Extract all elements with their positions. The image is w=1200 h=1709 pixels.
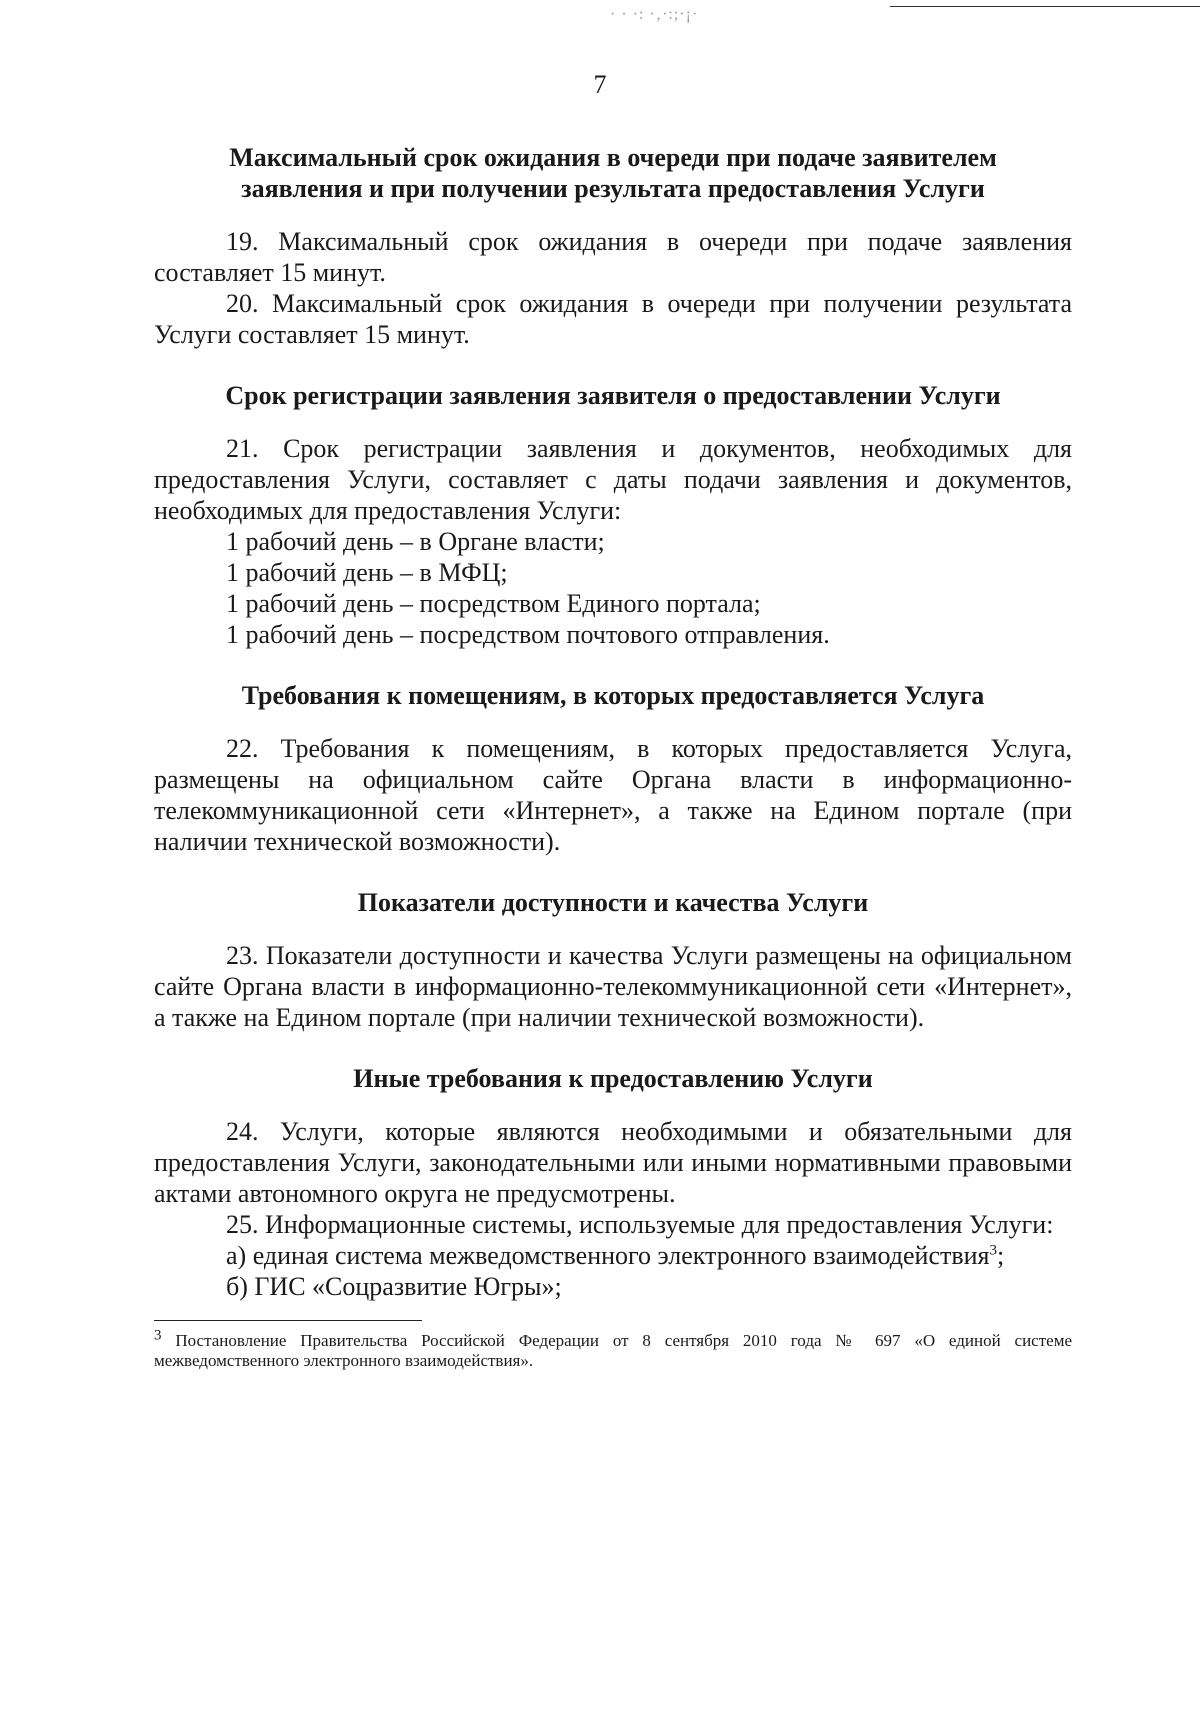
- paragraph-20: 20. Максимальный срок ожидания в очереди при получении результата Услуги составляет 15 минут.: [154, 289, 1072, 349]
- scan-artifact: · · ·: ·‚·:;·¡·: [610, 6, 699, 23]
- footnote-marker: 3: [154, 1327, 162, 1344]
- list-item: 1 рабочий день – в Органе власти;: [226, 527, 605, 556]
- paragraph-24: 24. Услуги, которые являются необходимыми и обязательными для предоставления Услуги, законодательными или иными нормативными правовыми актами автономного округа не предусмотрены.: [154, 1117, 1072, 1208]
- list-item: 1 рабочий день – посредством Единого портала;: [226, 589, 761, 618]
- footnote-ref: 3: [989, 1242, 997, 1259]
- section-heading-quality: Показатели доступности и качества Услуги: [357, 888, 869, 917]
- list-item-a: [154, 1240, 1072, 1271]
- section-heading-other-requirements: Иные требования к предоставлению Услуги: [353, 1064, 873, 1093]
- list-item: 1 рабочий день – посредством почтового отправления.: [226, 620, 830, 649]
- scan-edge-line: [890, 6, 1200, 7]
- footnote-divider: [154, 1320, 422, 1321]
- section-heading-registration: Срок регистрации заявления заявителя о предоставлении Услуги: [225, 381, 1001, 410]
- paragraph-19: 19. Максимальный срок ожидания в очереди при подаче заявления составляет 15 минут.: [154, 227, 1072, 287]
- paragraph-23: 23. Показатели доступности и качества Услуги размещены на официальном сайте Органа власти в информационно-телекоммуникационной сети «Интернет», а также на Едином портале (при наличии технической возможности).: [154, 941, 1072, 1032]
- document-body: [154, 142, 1072, 1371]
- list-item-a-text: а) единая система межведомственного электронного взаимодействия: [226, 1241, 990, 1270]
- footnote-text: Постановление Правительства Российской Федерации от 8 сентября 2010 года № 697 «О единой системе межведомственного электронного взаимодействия».: [154, 1331, 1072, 1370]
- section-heading-premises: Требования к помещениям, в которых предоставляется Услуга: [241, 681, 985, 710]
- heading-line: Максимальный срок ожидания в очереди при подаче заявителем: [229, 143, 997, 172]
- section-heading-queue-time: [154, 142, 1072, 204]
- paragraph-21: 21. Срок регистрации заявления и документов, необходимых для предоставления Услуги, составляет с даты подачи заявления и документов, необходимых для предоставления Услуги:: [154, 434, 1072, 525]
- list-item-a-end: ;: [997, 1241, 1005, 1270]
- list-item-b: б) ГИС «Соцразвитие Югры»;: [226, 1272, 562, 1301]
- heading-line: заявления и при получении результата предоставления Услуги: [241, 174, 985, 203]
- page-number: 7: [593, 70, 607, 99]
- footnote: [154, 1327, 1072, 1371]
- paragraph-22: 22. Требования к помещениям, в которых предоставляется Услуга, размещены на официальном сайте Органа власти в информационно-телекоммуникационной сети «Интернет», а также на Едином портале (при наличии технической возможности).: [154, 734, 1072, 856]
- list-item: 1 рабочий день – в МФЦ;: [226, 558, 508, 587]
- paragraph-25: 25. Информационные системы, используемые для предоставления Услуги:: [226, 1210, 1054, 1239]
